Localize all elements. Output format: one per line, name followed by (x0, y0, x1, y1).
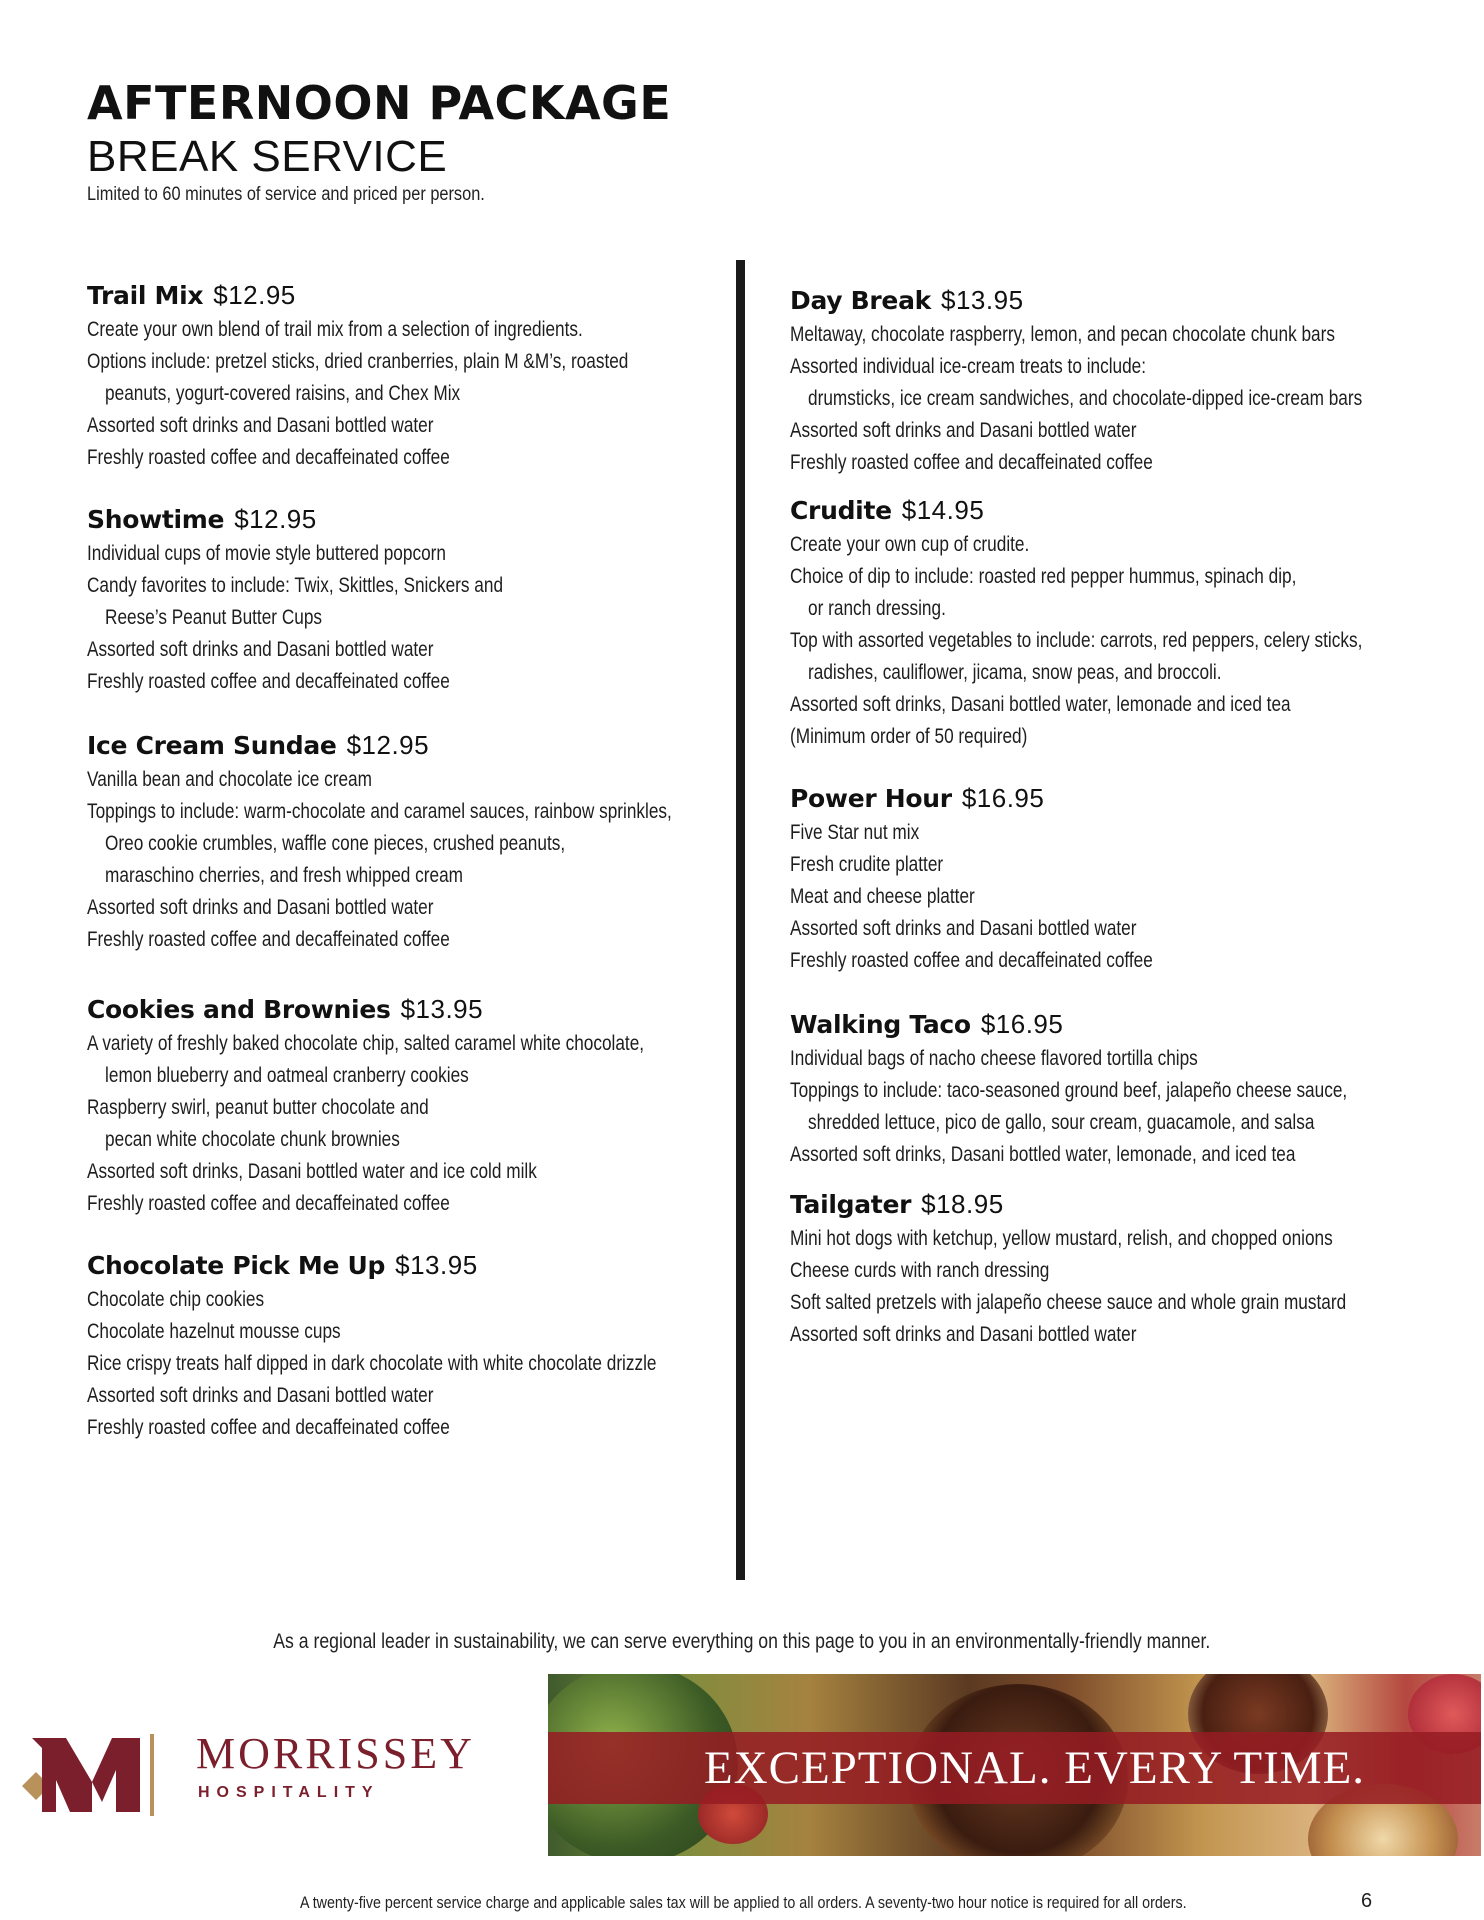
package-price: $14.95 (901, 495, 985, 525)
package-header (87, 500, 727, 538)
package-name: Showtime (87, 505, 225, 534)
package-item: maraschino cherries, and fresh whipped cream (105, 864, 464, 887)
package-item: Assorted soft drinks and Dasani bottled water (87, 414, 434, 437)
package-items (87, 314, 727, 474)
package-item: Individual cups of movie style buttered popcorn (87, 542, 446, 565)
package-header (87, 276, 727, 314)
package-name: Cookies and Brownies (87, 995, 391, 1024)
package-item: Choice of dip to include: roasted red pepper hummus, spinach dip, (790, 565, 1297, 588)
package-name: Day Break (790, 286, 931, 315)
package-item: shredded lettuce, pico de gallo, sour cream, guacamole, and salsa (808, 1111, 1315, 1134)
footer-note: A twenty-five percent service charge and applicable sales tax will be applied to all orders. A seventy-two hour notice is required for all orders. (300, 1893, 1187, 1912)
logo-subtitle: HOSPITALITY (198, 1784, 380, 1801)
package-item: Oreo cookie crumbles, waffle cone pieces, crushed peanuts, (105, 832, 566, 855)
package-item: Assorted soft drinks and Dasani bottled water (790, 1323, 1137, 1346)
package-items (87, 538, 727, 698)
package-item: Five Star nut mix (790, 821, 920, 844)
package-item: Rice crispy treats half dipped in dark chocolate with white chocolate drizzle (87, 1352, 657, 1375)
package-item: Toppings to include: warm-chocolate and caramel sauces, rainbow sprinkles, (87, 800, 672, 823)
package-price: $12.95 (346, 730, 430, 760)
food-banner (548, 1674, 1481, 1856)
package-items (87, 1284, 727, 1444)
package-item: radishes, cauliflower, jicama, snow peas, and broccoli. (808, 661, 1222, 684)
service-note: Limited to 60 minutes of service and priced per person. (87, 184, 485, 205)
package-name: Ice Cream Sundae (87, 731, 337, 760)
package-header (87, 1246, 727, 1284)
package-item: peanuts, yogurt-covered raisins, and Chex Mix (105, 382, 461, 405)
package-section (790, 779, 1430, 977)
package-item: Assorted soft drinks, Dasani bottled water and ice cold milk (87, 1160, 537, 1183)
package-item: Freshly roasted coffee and decaffeinated coffee (790, 451, 1153, 474)
package-price: $12.95 (234, 504, 317, 534)
package-item: Freshly roasted coffee and decaffeinated coffee (87, 1192, 450, 1215)
package-name: Power Hour (790, 784, 952, 813)
page-number: 6 (1361, 1890, 1373, 1912)
package-item: pecan white chocolate chunk brownies (105, 1128, 400, 1151)
package-section (790, 491, 1430, 753)
package-section (790, 1005, 1430, 1171)
page-subtitle: BREAK SERVICE (87, 132, 448, 181)
logo-wordmark: MORRISSEY (196, 1729, 475, 1778)
package-item: Freshly roasted coffee and decaffeinated coffee (87, 928, 450, 951)
package-item: Assorted soft drinks, Dasani bottled water, lemonade and iced tea (790, 693, 1291, 716)
package-section (87, 276, 727, 474)
package-item: Fresh crudite platter (790, 853, 944, 876)
package-item: Assorted soft drinks and Dasani bottled water (790, 419, 1137, 442)
package-item: Assorted soft drinks and Dasani bottled water (87, 896, 434, 919)
column-divider (736, 260, 745, 1580)
banner-tagline: EXCEPTIONAL. EVERY TIME. (703, 1742, 1366, 1794)
package-header (790, 491, 1430, 529)
page-title: AFTERNOON PACKAGE (87, 76, 672, 130)
package-item: Create your own blend of trail mix from a selection of ingredients. (87, 318, 583, 341)
package-item: Meltaway, chocolate raspberry, lemon, and pecan chocolate chunk bars (790, 323, 1335, 346)
package-item: Candy favorites to include: Twix, Skittles, Snickers and (87, 574, 504, 597)
package-name: Crudite (790, 496, 892, 525)
package-item: Assorted soft drinks and Dasani bottled water (87, 1384, 434, 1407)
morrissey-monogram-icon (20, 1720, 180, 1820)
package-items (790, 817, 1430, 977)
package-header (790, 1005, 1430, 1043)
package-section (790, 1185, 1430, 1351)
package-price: $12.95 (213, 280, 296, 310)
package-item: Freshly roasted coffee and decaffeinated coffee (87, 446, 450, 469)
package-item: Assorted soft drinks, Dasani bottled water, lemonade, and iced tea (790, 1143, 1296, 1166)
package-item: Options include: pretzel sticks, dried cranberries, plain M &M’s, roasted (87, 350, 629, 373)
package-item: A variety of freshly baked chocolate chip, salted caramel white chocolate, (87, 1032, 645, 1055)
package-item: Freshly roasted coffee and decaffeinated coffee (87, 1416, 450, 1439)
package-name: Chocolate Pick Me Up (87, 1251, 386, 1280)
package-header (87, 726, 727, 764)
package-item: Chocolate chip cookies (87, 1288, 265, 1311)
package-items (87, 764, 727, 956)
package-item: Meat and cheese platter (790, 885, 975, 908)
package-item: Reese’s Peanut Butter Cups (105, 606, 323, 629)
right-column (790, 257, 1430, 1351)
package-item: Freshly roasted coffee and decaffeinated coffee (790, 949, 1153, 972)
package-item: Top with assorted vegetables to include: carrots, red peppers, celery sticks, (790, 629, 1363, 652)
package-header (790, 1185, 1430, 1223)
package-item: Create your own cup of crudite. (790, 533, 1030, 556)
package-item: Freshly roasted coffee and decaffeinated coffee (87, 670, 450, 693)
package-item: Assorted individual ice-cream treats to include: (790, 355, 1147, 378)
package-item: Chocolate hazelnut mousse cups (87, 1320, 341, 1343)
package-item: Cheese curds with ranch dressing (790, 1259, 1050, 1282)
package-header (790, 779, 1430, 817)
package-item: Toppings to include: taco-seasoned ground beef, jalapeño cheese sauce, (790, 1079, 1348, 1102)
package-price: $16.95 (961, 783, 1045, 813)
package-name: Tailgater (790, 1190, 912, 1219)
package-item: Raspberry swirl, peanut butter chocolate and (87, 1096, 429, 1119)
package-item: (Minimum order of 50 required) (790, 725, 1028, 748)
package-price: $16.95 (980, 1009, 1064, 1039)
package-section (87, 990, 727, 1220)
package-item: or ranch dressing. (808, 597, 946, 620)
package-header (790, 281, 1430, 319)
package-item: drumsticks, ice cream sandwiches, and chocolate-dipped ice-cream bars (808, 387, 1363, 410)
package-items (790, 529, 1430, 753)
package-price: $18.95 (921, 1189, 1004, 1219)
package-price: $13.95 (400, 994, 484, 1024)
package-item: Assorted soft drinks and Dasani bottled water (87, 638, 434, 661)
package-item: lemon blueberry and oatmeal cranberry cookies (105, 1064, 469, 1087)
package-item: Individual bags of nacho cheese flavored tortilla chips (790, 1047, 1198, 1070)
package-items (790, 319, 1430, 479)
package-section (87, 1246, 727, 1444)
package-item: Mini hot dogs with ketchup, yellow mustard, relish, and chopped onions (790, 1227, 1333, 1250)
sustainability-text: As a regional leader in sustainability, we can serve everything on this page to you in an environmentally-friendly manner. (273, 1630, 1211, 1653)
package-name: Walking Taco (790, 1010, 971, 1039)
package-section (87, 726, 727, 956)
package-price: $13.95 (941, 285, 1024, 315)
package-name: Trail Mix (87, 281, 204, 310)
package-items (87, 1028, 727, 1220)
package-items (790, 1223, 1430, 1351)
package-items (790, 1043, 1430, 1171)
left-column (87, 252, 727, 1444)
package-section (87, 500, 727, 698)
package-header (87, 990, 727, 1028)
package-item: Vanilla bean and chocolate ice cream (87, 768, 372, 791)
sustainability-note (0, 1630, 1484, 1654)
package-item: Assorted soft drinks and Dasani bottled water (790, 917, 1137, 940)
morrissey-logo (20, 1720, 540, 1820)
package-item: Soft salted pretzels with jalapeño cheese sauce and whole grain mustard (790, 1291, 1347, 1314)
package-price: $13.95 (395, 1250, 478, 1280)
package-section (790, 281, 1430, 479)
